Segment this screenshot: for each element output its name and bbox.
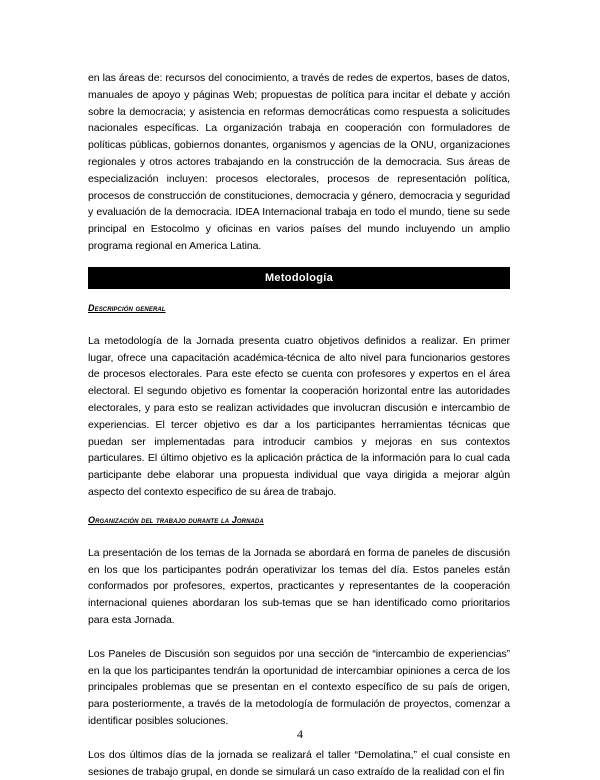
section-title-bar bbox=[88, 267, 510, 289]
organizacion-paragraph-1: La presentación de los temas de la Jornada se abordará en forma de paneles de discusión en los que los participantes podrán operativizar los temas del día. Estos paneles están conformados por profesores, expertos, practicantes y representantes de la cooperación internacional quienes abordaran los sub-temas que se han identificado como prioritarios para esta Jornada. bbox=[88, 546, 510, 626]
organizacion-paragraph-3: Los dos últimos días de la jornada se realizará el taller “Demolatina,” el cual consiste en sesiones de trabajo grupal, en donde se simulará un caso extraído de la realidad con el fin bbox=[88, 748, 510, 778]
section-title: Metodología bbox=[264, 271, 334, 284]
organizacion-paragraph-2: Los Paneles de Discusión son seguidos por una sección de “intercambio de experiencias” en la que los participantes tendrán la oportunidad de intercambiar opiniones a cerca de los principales problemas que se presentan en el contexto específico de su país de origen, para posteriormente, a través de la metodología de formulación de proyectos, comenzar a identificar posibles soluciones. bbox=[88, 647, 510, 727]
intro-paragraph: en las áreas de: recursos del conocimiento, a través de redes de expertos, bases de datos, manuales de apoyo y páginas Web; propuestas de política para incitar el debate y acción sobre la democracia; y asistencia en reformas democráticas como respuesta a solicitudes nacionales específicas. La organización trabaja en cooperación con formuladores de políticas públicas, gobiernos donantes, organismos y agencias de la ONU, organizaciones regionales y otros actores trabajando en la construcción de la democracia. Sus áreas de especialización incluyen: procesos electorales, procesos de representación política, procesos de construcción de constituciones, democracia y género, democracia y seguridad y evaluación de la democracia. IDEA Internacional trabaja en todo el mundo, tiene su sede principal en Estocolmo y oficinas en varios países del mundo incluyendo un amplio programa regional en America Latina. bbox=[88, 72, 510, 252]
descripcion-paragraph: La metodología de la Jornada presenta cuatro objetivos definidos a realizar. En primer lugar, ofrece una capacitación académica-técnica de alto nivel para funcionarios gestores de procesos electorales. Para este efecto se cuenta con profesores y expertos en el área electoral. El segundo objetivo es fomentar la cooperación horizontal entre las autoridades electorales, y para esto se realizan actividades que involucran discusión e intercambio de experiencias. El tercer objetivo es dar a los participantes herramientas técnicas que puedan ser implementadas para introducir cambios y mejoras en sus contextos particulares. El último objetivo es la aplicación práctica de la información para lo cual cada participante debe elaborar una propuesta individual que vaya dirigida a mejorar algún aspecto del contexto especifico de su área de trabajo. bbox=[88, 334, 510, 498]
subsection-heading-organizacion: Organización del trabajo durante la Jornada bbox=[88, 514, 264, 525]
paragraph-gap bbox=[88, 629, 510, 646]
subsection-heading-descripcion: Descripción general bbox=[88, 302, 166, 313]
document-page bbox=[88, 70, 510, 780]
page-number: 4 bbox=[297, 727, 303, 741]
